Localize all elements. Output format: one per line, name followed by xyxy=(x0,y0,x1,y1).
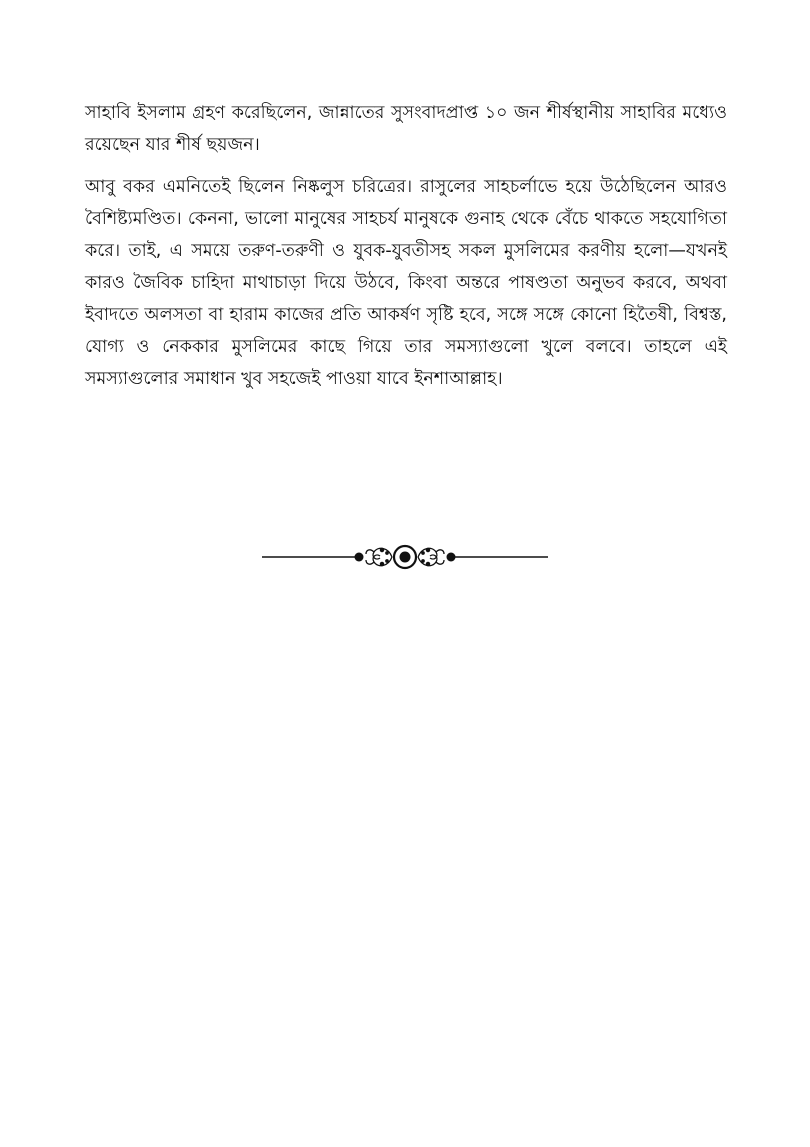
body-text xyxy=(85,97,727,395)
paragraph-1: সাহাবি ইসলাম গ্রহণ করেছিলেন, জান্নাতের সুসংবাদপ্রাপ্ত ১০ জন শীর্ষস্থানীয় সাহাবির মধ্যেও রয়েছেন যার শীর্ষ ছয়জন। xyxy=(85,103,727,155)
section-divider xyxy=(262,538,548,578)
divider-left-flourish xyxy=(366,548,392,565)
divider-right-flourish xyxy=(418,548,444,565)
divider-left-dot xyxy=(355,553,364,562)
divider-right-dot xyxy=(447,553,456,562)
paragraph-2: আবু বকর এমনিতেই ছিলেন নিষ্কলুস চরিত্রের। রাসুলের সাহচর্লাভে হয়ে উঠেছিলেন আরও বৈশিষ্ট্যমণ্ডিত। কেননা, ভালো মানুষের সাহচর্য মানুষকে গুনাহ থেকে বেঁচে থাকতে সহযোগিতা করে। তাই, এ সময়ে তরুণ-তরুণী ও যুবক-যুবতীসহ সকল মুসলিমের করণীয় হলো—যখনই কারও জৈবিক চাহিদা মাথাচাড়া দিয়ে উঠবে, কিংবা অন্তরে পাষণ্ডতা অনুভব করবে, অথবা ইবাদতে অলসতা বা হারাম কাজের প্রতি আকর্ষণ সৃষ্টি হবে, সঙ্গে সঙ্গে কোনো হিতৈষী, বিশ্বস্ত, যোগ্য ও নেককার মুসলিমের কাছে গিয়ে তার সমস্যাগুলো খুলে বলবে। তাহলে এই সমস্যাগুলোর সমাধান খুব সহজেই পাওয়া যাবে ইনশাআল্লাহ। xyxy=(85,177,727,389)
decorative-divider-ornament-icon xyxy=(262,538,548,578)
divider-center-medallion xyxy=(394,546,416,568)
